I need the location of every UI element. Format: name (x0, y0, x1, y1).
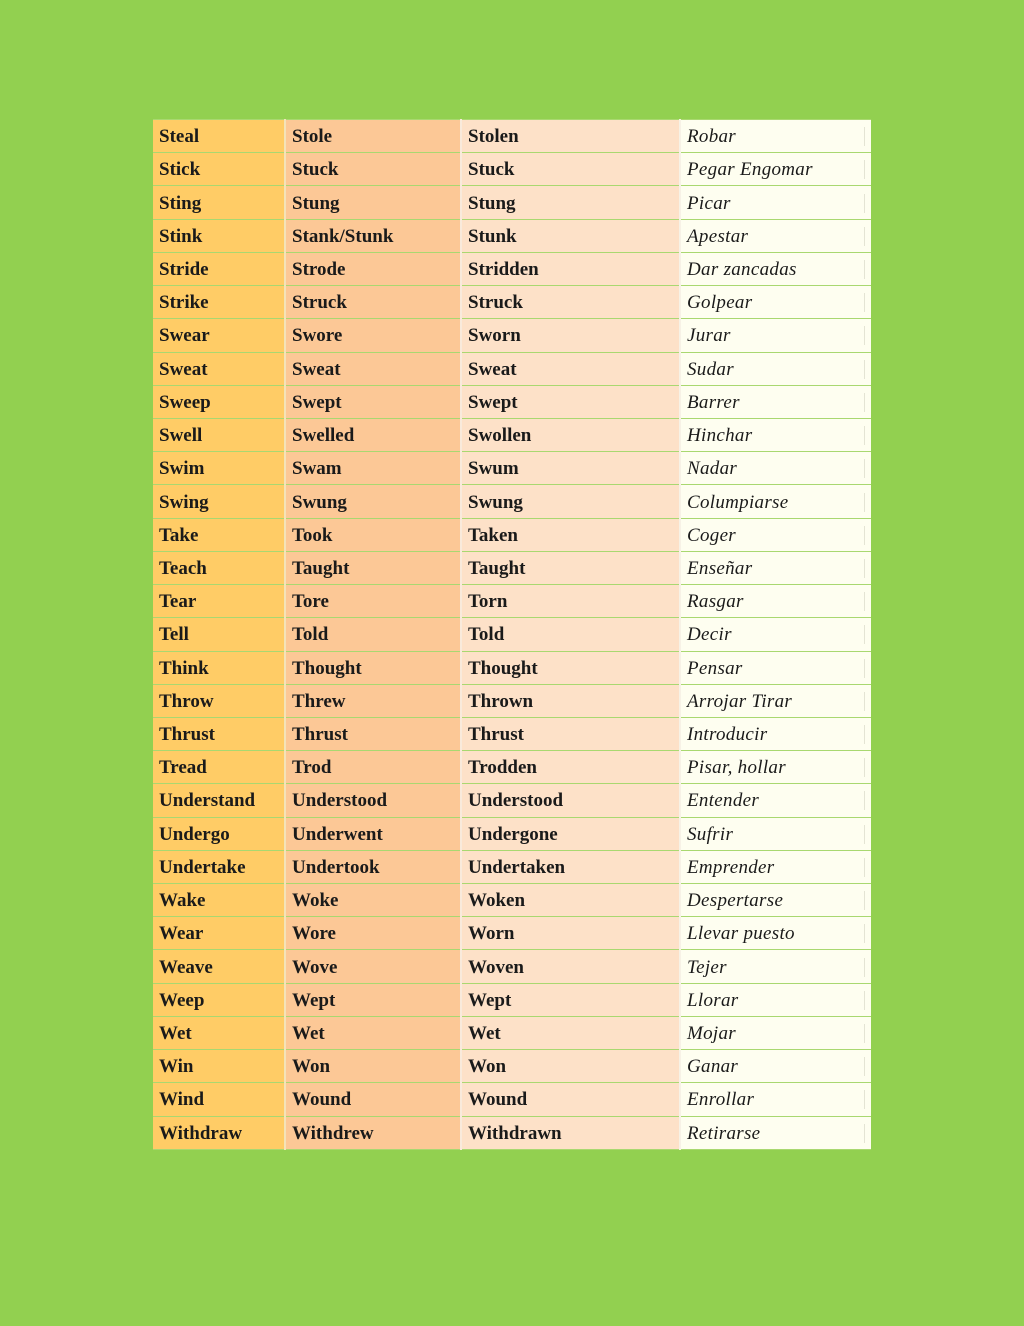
past-simple-cell: Strode (285, 252, 461, 285)
table-row (153, 751, 871, 784)
base-form-cell: Wear (153, 917, 285, 950)
translation-text: Nadar (687, 459, 865, 478)
past-simple-cell: Thought (285, 651, 461, 684)
past-simple-cell: Took (285, 518, 461, 551)
table-row (153, 1016, 871, 1049)
translation-text: Llorar (687, 991, 865, 1010)
table-row (153, 1050, 871, 1083)
past-simple-cell: Thrust (285, 717, 461, 750)
past-participle-cell: Taught (461, 551, 680, 584)
past-simple-cell: Won (285, 1050, 461, 1083)
spanish-translation-cell (680, 518, 871, 551)
spanish-translation-cell (680, 385, 871, 418)
past-simple-cell: Stung (285, 186, 461, 219)
translation-text: Decir (687, 625, 865, 644)
past-simple-cell: Stank/Stunk (285, 219, 461, 252)
past-simple-cell: Struck (285, 286, 461, 319)
table-row (153, 983, 871, 1016)
table-row (153, 884, 871, 917)
past-participle-cell: Thought (461, 651, 680, 684)
past-simple-cell: Taught (285, 551, 461, 584)
base-form-cell: Swear (153, 319, 285, 352)
past-participle-cell: Sweat (461, 352, 680, 385)
spanish-translation-cell (680, 219, 871, 252)
past-participle-cell: Swum (461, 452, 680, 485)
base-form-cell: Teach (153, 551, 285, 584)
past-simple-cell: Wore (285, 917, 461, 950)
base-form-cell: Swing (153, 485, 285, 518)
translation-text: Picar (687, 194, 865, 213)
past-simple-cell: Threw (285, 684, 461, 717)
translation-text: Llevar puesto (687, 924, 865, 943)
table-row (153, 120, 871, 153)
past-simple-cell: Sweat (285, 352, 461, 385)
spanish-translation-cell (680, 585, 871, 618)
translation-text: Despertarse (687, 891, 865, 910)
base-form-cell: Sweep (153, 385, 285, 418)
past-participle-cell: Told (461, 618, 680, 651)
base-form-cell: Tell (153, 618, 285, 651)
past-simple-cell: Understood (285, 784, 461, 817)
table-row (153, 286, 871, 319)
table-row (153, 219, 871, 252)
translation-text: Mojar (687, 1024, 865, 1043)
translation-text: Enrollar (687, 1090, 865, 1109)
translation-text: Emprender (687, 858, 865, 877)
base-form-cell: Strike (153, 286, 285, 319)
past-simple-cell: Woke (285, 884, 461, 917)
base-form-cell: Tread (153, 751, 285, 784)
past-participle-cell: Understood (461, 784, 680, 817)
spanish-translation-cell (680, 651, 871, 684)
translation-text: Pensar (687, 659, 865, 678)
spanish-translation-cell (680, 153, 871, 186)
table-row (153, 817, 871, 850)
table-row (153, 651, 871, 684)
base-form-cell: Think (153, 651, 285, 684)
translation-text: Jurar (687, 326, 865, 345)
table-row (153, 684, 871, 717)
past-simple-cell: Swept (285, 385, 461, 418)
past-simple-cell: Wound (285, 1083, 461, 1116)
table-row (153, 784, 871, 817)
translation-text: Tejer (687, 958, 865, 977)
translation-text: Dar zancadas (687, 260, 865, 279)
spanish-translation-cell (680, 418, 871, 451)
base-form-cell: Win (153, 1050, 285, 1083)
spanish-translation-cell (680, 618, 871, 651)
translation-text: Pisar, hollar (687, 758, 865, 777)
past-simple-cell: Stuck (285, 153, 461, 186)
base-form-cell: Understand (153, 784, 285, 817)
base-form-cell: Take (153, 518, 285, 551)
irregular-verbs-table (153, 119, 871, 1150)
past-simple-cell: Undertook (285, 850, 461, 883)
past-simple-cell: Trod (285, 751, 461, 784)
past-participle-cell: Taken (461, 518, 680, 551)
past-simple-cell: Told (285, 618, 461, 651)
table-row (153, 917, 871, 950)
spanish-translation-cell (680, 684, 871, 717)
spanish-translation-cell (680, 884, 871, 917)
table-row (153, 385, 871, 418)
base-form-cell: Weave (153, 950, 285, 983)
base-form-cell: Weep (153, 983, 285, 1016)
past-participle-cell: Struck (461, 286, 680, 319)
spanish-translation-cell (680, 1050, 871, 1083)
past-simple-cell: Stole (285, 120, 461, 153)
base-form-cell: Swell (153, 418, 285, 451)
translation-text: Entender (687, 791, 865, 810)
base-form-cell: Sweat (153, 352, 285, 385)
translation-text: Apestar (687, 227, 865, 246)
base-form-cell: Stink (153, 219, 285, 252)
base-form-cell: Throw (153, 684, 285, 717)
base-form-cell: Wake (153, 884, 285, 917)
spanish-translation-cell (680, 452, 871, 485)
base-form-cell: Stride (153, 252, 285, 285)
past-participle-cell: Won (461, 1050, 680, 1083)
spanish-translation-cell (680, 950, 871, 983)
verb-table-body (153, 120, 871, 1150)
translation-text: Barrer (687, 393, 865, 412)
spanish-translation-cell (680, 817, 871, 850)
translation-text: Robar (687, 127, 865, 146)
past-simple-cell: Tore (285, 585, 461, 618)
base-form-cell: Wind (153, 1083, 285, 1116)
past-simple-cell: Swung (285, 485, 461, 518)
spanish-translation-cell (680, 352, 871, 385)
table-row (153, 717, 871, 750)
spanish-translation-cell (680, 120, 871, 153)
translation-text: Sudar (687, 360, 865, 379)
spanish-translation-cell (680, 1116, 871, 1149)
base-form-cell: Wet (153, 1016, 285, 1049)
base-form-cell: Sting (153, 186, 285, 219)
table-row (153, 950, 871, 983)
translation-text: Golpear (687, 293, 865, 312)
past-participle-cell: Torn (461, 585, 680, 618)
translation-text: Pegar Engomar (687, 160, 865, 179)
table-row (153, 1083, 871, 1116)
spanish-translation-cell (680, 784, 871, 817)
past-participle-cell: Woven (461, 950, 680, 983)
past-participle-cell: Wet (461, 1016, 680, 1049)
base-form-cell: Undergo (153, 817, 285, 850)
table-row (153, 252, 871, 285)
spanish-translation-cell (680, 485, 871, 518)
base-form-cell: Withdraw (153, 1116, 285, 1149)
spanish-translation-cell (680, 917, 871, 950)
past-participle-cell: Stolen (461, 120, 680, 153)
past-participle-cell: Sworn (461, 319, 680, 352)
translation-text: Hinchar (687, 426, 865, 445)
past-simple-cell: Wet (285, 1016, 461, 1049)
past-participle-cell: Swung (461, 485, 680, 518)
table-row (153, 186, 871, 219)
spanish-translation-cell (680, 551, 871, 584)
table-row (153, 1116, 871, 1149)
table-row (153, 418, 871, 451)
table-row (153, 551, 871, 584)
past-simple-cell: Withdrew (285, 1116, 461, 1149)
past-participle-cell: Withdrawn (461, 1116, 680, 1149)
spanish-translation-cell (680, 1083, 871, 1116)
past-participle-cell: Stunk (461, 219, 680, 252)
base-form-cell: Stick (153, 153, 285, 186)
past-simple-cell: Swore (285, 319, 461, 352)
table-row (153, 518, 871, 551)
translation-text: Arrojar Tirar (687, 692, 865, 711)
past-participle-cell: Stuck (461, 153, 680, 186)
past-participle-cell: Thrown (461, 684, 680, 717)
translation-text: Sufrir (687, 825, 865, 844)
spanish-translation-cell (680, 286, 871, 319)
table-row (153, 618, 871, 651)
past-participle-cell: Stridden (461, 252, 680, 285)
base-form-cell: Swim (153, 452, 285, 485)
translation-text: Retirarse (687, 1124, 865, 1143)
base-form-cell: Thrust (153, 717, 285, 750)
table-row (153, 319, 871, 352)
past-participle-cell: Wept (461, 983, 680, 1016)
past-simple-cell: Wove (285, 950, 461, 983)
past-participle-cell: Undertaken (461, 850, 680, 883)
table-row (153, 352, 871, 385)
past-simple-cell: Swam (285, 452, 461, 485)
past-participle-cell: Wound (461, 1083, 680, 1116)
table-row (153, 585, 871, 618)
past-participle-cell: Swept (461, 385, 680, 418)
table-row (153, 452, 871, 485)
table-row (153, 485, 871, 518)
spanish-translation-cell (680, 252, 871, 285)
base-form-cell: Steal (153, 120, 285, 153)
translation-text: Introducir (687, 725, 865, 744)
spanish-translation-cell (680, 319, 871, 352)
past-participle-cell: Stung (461, 186, 680, 219)
past-simple-cell: Wept (285, 983, 461, 1016)
base-form-cell: Tear (153, 585, 285, 618)
translation-text: Coger (687, 526, 865, 545)
spanish-translation-cell (680, 186, 871, 219)
past-participle-cell: Woken (461, 884, 680, 917)
past-participle-cell: Swollen (461, 418, 680, 451)
spanish-translation-cell (680, 717, 871, 750)
past-simple-cell: Swelled (285, 418, 461, 451)
spanish-translation-cell (680, 1016, 871, 1049)
spanish-translation-cell (680, 983, 871, 1016)
base-form-cell: Undertake (153, 850, 285, 883)
past-participle-cell: Thrust (461, 717, 680, 750)
table-row (153, 850, 871, 883)
spanish-translation-cell (680, 850, 871, 883)
spanish-translation-cell (680, 751, 871, 784)
table-row (153, 153, 871, 186)
translation-text: Ganar (687, 1057, 865, 1076)
past-participle-cell: Trodden (461, 751, 680, 784)
translation-text: Columpiarse (687, 493, 865, 512)
past-simple-cell: Underwent (285, 817, 461, 850)
past-participle-cell: Worn (461, 917, 680, 950)
translation-text: Rasgar (687, 592, 865, 611)
translation-text: Enseñar (687, 559, 865, 578)
past-participle-cell: Undergone (461, 817, 680, 850)
